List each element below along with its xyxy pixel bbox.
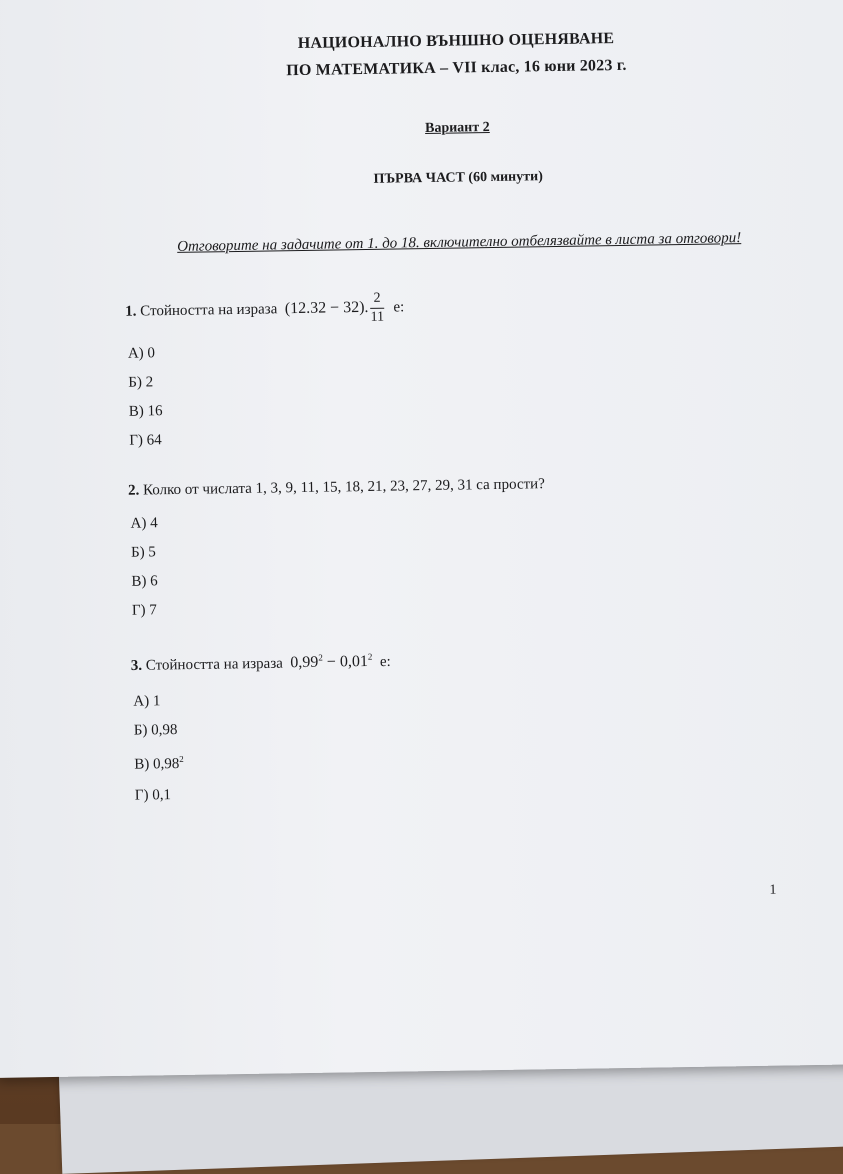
option-a: А) 0 — [127, 345, 156, 362]
term-b: 0,01 — [339, 653, 369, 671]
question-3 — [131, 652, 391, 675]
option-a — [133, 693, 160, 710]
question-2 — [128, 476, 545, 500]
exam-title-line2: ПО МАТЕМАТИКА – VII клас, 16 юни 2023 г. — [286, 56, 627, 80]
option-value: 1 — [152, 693, 161, 710]
exponent-a: 2 — [318, 652, 323, 663]
question-text: Колко от числата 1, 3, 9, 11, 15, 18, 21, 23, 27, 29, 31 са прости? — [142, 476, 545, 499]
option-a: А) 4 — [130, 515, 158, 532]
option-value: 0,98 — [151, 721, 178, 739]
option-label: А) — [133, 693, 150, 710]
option-value: 0,98 — [152, 755, 180, 773]
question-text: Стойността на израза — [145, 655, 283, 674]
question-number: 2. — [127, 482, 140, 499]
option-b: Б) 2 — [128, 374, 154, 391]
instruction-text: Отговорите на задачите от 1. до 18. включително отбелязвайте в листа за отговори! — [177, 230, 742, 255]
option-c — [134, 754, 184, 774]
variant-label: Вариант 2 — [424, 120, 490, 137]
option-c: В) 6 — [131, 573, 158, 590]
question-suffix: е: — [393, 299, 405, 316]
option-b — [134, 722, 178, 740]
question-text: Стойността на израза — [140, 301, 278, 320]
fraction-numerator: 2 — [370, 292, 384, 309]
option-d — [135, 787, 171, 805]
option-d: Г) 7 — [131, 602, 157, 619]
option-label: Б) — [133, 722, 148, 739]
exam-title-line1: НАЦИОНАЛНО ВЪНШНО ОЦЕНЯВАНЕ — [297, 30, 615, 53]
option-c: В) 16 — [128, 403, 163, 420]
question-number: 3. — [130, 657, 143, 675]
option-label: В) — [134, 756, 150, 773]
exponent-b: 2 — [367, 651, 373, 662]
math-expression — [290, 653, 372, 671]
option-exponent: 2 — [179, 753, 184, 764]
fraction-denominator: 11 — [370, 309, 385, 325]
question-number: 1. — [125, 303, 137, 320]
option-d: Г) 64 — [129, 432, 162, 449]
part-label: ПЪРВА ЧАСТ (60 минути) — [373, 169, 543, 187]
page-number: 1 — [769, 882, 777, 898]
math-expression: (12.32 − 32). — [284, 298, 369, 318]
minus-sign: − — [322, 653, 341, 672]
option-b: Б) 5 — [130, 544, 156, 561]
term-a: 0,99 — [290, 654, 319, 672]
question-1 — [125, 291, 405, 328]
fraction — [370, 292, 384, 325]
option-value: 0,1 — [152, 787, 172, 804]
question-suffix: е: — [379, 653, 391, 671]
option-label: Г) — [134, 787, 149, 804]
